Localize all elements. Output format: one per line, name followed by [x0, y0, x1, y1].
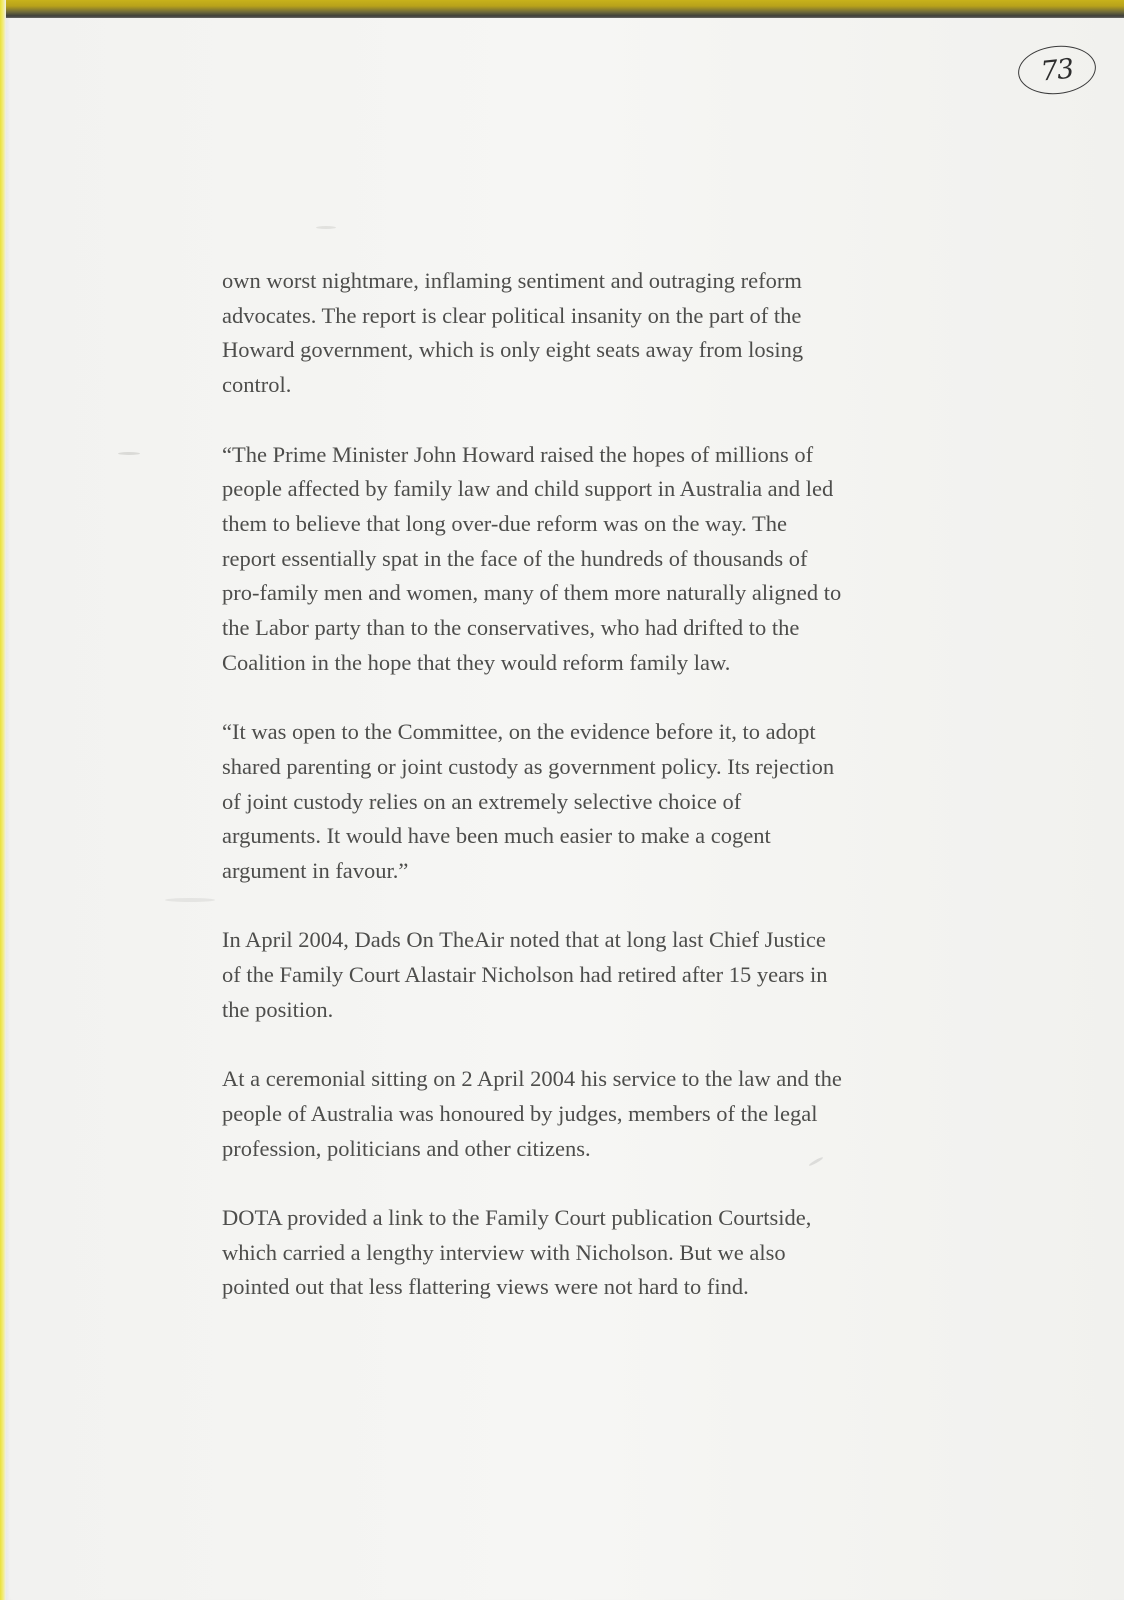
paragraph-1: own worst nightmare, inflaming sentiment and outraging reform advocates. The report is clear political insanity on the part of the Howard government, which is only eight seats away from losing control.: [222, 268, 804, 398]
scan-speck: [118, 452, 140, 455]
scan-left-edge: [0, 0, 6, 1600]
paragraph-6: DOTA provided a link to the Family Court publication Courtside, which carried a lengthy interview with Nicholson. But we also pointed out that less flattering views were not hard to find.: [222, 1204, 812, 1300]
body-text: [222, 264, 922, 1340]
handwritten-page-number: 73: [1016, 42, 1099, 98]
scan-speck: [165, 898, 215, 902]
scan-speck: [316, 226, 336, 229]
paragraph-2: “The Prime Minister John Howard raised the hopes of millions of people affected by family law and child support in Australia and led them to believe that long over-due reform was on the way. The report essentially spat in the face of the hundreds of thousands of pro-family men and women, many of them more naturally aligned to the Labor party than to the conservatives, who had drifted to the Coalition in the hope that they would reform family law.: [222, 441, 842, 675]
scan-top-edge: [0, 0, 1124, 18]
paragraph-4: In April 2004, Dads On TheAir noted that at long last Chief Justice of the Family Court Alastair Nicholson had retired after 15 years in the position.: [222, 927, 828, 1022]
paragraph-5: At a ceremonial sitting on 2 April 2004 his service to the law and the people of Australia was honoured by judges, members of the legal profession, politicians and other citizens.: [222, 1066, 842, 1161]
paragraph-3: “It was open to the Committee, on the evidence before it, to adopt shared parenting or joint custody as government policy. Its rejection of joint custody relies on an extremely selective choice of arguments. It would have been much easier to make a cogent argument in favour.”: [222, 719, 835, 883]
